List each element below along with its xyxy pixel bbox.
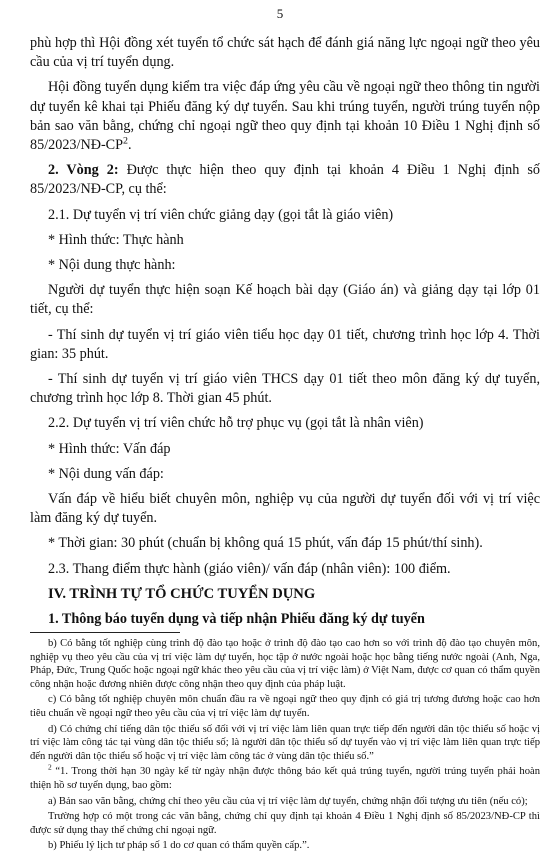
footnote-text: b) Có bằng tốt nghiệp cùng trình độ đào tạo hoặc ở trình độ đào tạo cao hơn so với trình độ đào tạo chuyên môn, nghiệp vụ theo yêu cầu của vị trí việc làm dự tuyển, học tập ở nước ngoài hoặc học bằng tiếng nước ngoài (Anh, Nga, Pháp, Đức, Trung Quốc hoặc ngoại ngữ khác theo yêu cầu của vị trí việc làm) ở Việt Nam, được cơ quan có thẩm quyền công nhận hoặc đương nhiên được công nhận theo quy định của pháp luật. bbox=[30, 638, 540, 690]
paragraph: - Thí sinh dự tuyển vị trí giáo viên THCS dạy 01 tiết theo môn đăng ký dự tuyển, chương trình học lớp 8. Thời gian 45 phút. bbox=[30, 371, 540, 407]
paragraph: Vấn đáp về hiểu biết chuyên môn, nghiệp vụ của người dự tuyển đối với vị trí việc làm đăng ký dự tuyển. bbox=[30, 491, 540, 527]
paragraph: - Thí sinh dự tuyển vị trí giáo viên tiểu học dạy 01 tiết, chương trình học lớp 4. Thời gian: 35 phút. bbox=[30, 326, 540, 362]
footnote-number: 2 bbox=[48, 762, 52, 772]
body-text bbox=[30, 34, 540, 635]
paragraph: * Hình thức: Vấn đáp bbox=[48, 440, 171, 457]
subsection-heading-1: 1. Thông báo tuyển dụng và tiếp nhận Phiếu đăng ký dự tuyển bbox=[48, 611, 425, 628]
paragraph: 2.2. Dự tuyển vị trí viên chức hỗ trợ phục vụ (gọi tắt là nhân viên) bbox=[48, 415, 424, 432]
paragraph: * Hình thức: Thực hành bbox=[48, 231, 184, 248]
footnote-text: c) Có bằng tốt nghiệp chuyên môn chuẩn đầu ra về ngoại ngữ theo quy định có giá trị tương đương hoặc cao hơn tiêu chuẩn về ngoại ngữ theo yêu cầu của vị trí việc làm dự tuyển. bbox=[30, 694, 540, 719]
footnotes bbox=[30, 637, 540, 855]
footnote-item: $^2$ “1. Trong thời hạn 30 ngày kể từ ngày nhận được thông báo kết quả trúng tuyển, người trúng tuyển phải hoàn thiện hồ sơ tuyển dụng, bao gồm: bbox=[30, 762, 540, 791]
footnote-text: d) Có chứng chỉ tiếng dân tộc thiểu số đối với vị trí việc làm liên quan trực tiếp đến người dân tộc thiểu số hoặc vị trí việc làm công tác tại vùng dân tộc thiểu số; là người dân tộc thiểu số dự tuyển vào vị trí việc làm liên quan trực tiếp đến người dân tộc thiểu số hoặc vị trí việc làm công tác ở vùng dân tộc thiểu số.” bbox=[30, 723, 540, 762]
footnote-text: a) Bản sao văn bằng, chứng chỉ theo yêu cầu của vị trí việc làm dự tuyển, chứng nhận đối tượng ưu tiên (nếu có); bbox=[48, 795, 528, 807]
paragraph: Hội đồng tuyển dụng kiểm tra việc đáp ứng yêu cầu về ngoại ngữ theo thông tin người dự tuyển kê khai tại Phiếu đăng ký dự tuyển. Sau khi trúng tuyển, người trúng tuyển nộp bản sao văn bằng, chứng chỉ ngoại ngữ theo quy định tại khoản 10 Điều 1 Nghị định số $85/2023/NĐ-CP^2$. bbox=[30, 79, 540, 154]
paragraph: phù hợp thì Hội đồng xét tuyển tổ chức sát hạch để đánh giá năng lực ngoại ngữ theo yêu cầu của vị trí tuyển dụng. bbox=[30, 35, 540, 71]
paragraph: * Nội dung vấn đáp: bbox=[48, 465, 164, 482]
round2-paragraph: 2. Vòng 2: Được thực hiện theo quy định tại khoản 4 Điều 1 Nghị định số 85/2023/NĐ-CP, cụ thể: bbox=[30, 162, 540, 198]
paragraph: * Nội dung thực hành: bbox=[48, 257, 176, 274]
page-number: 5 bbox=[276, 6, 284, 21]
paragraph: 2.1. Dự tuyển vị trí viên chức giảng dạy (gọi tắt là giáo viên) bbox=[48, 206, 394, 223]
round2-label: 2. Vòng 2 bbox=[48, 162, 114, 179]
paragraph: 2.3. Thang điểm thực hành (giáo viên)/ vấn đáp (nhân viên): 100 điểm. bbox=[48, 560, 451, 577]
section-heading-iv: IV. TRÌNH TỰ TỔ CHỨC TUYỂN DỤNG bbox=[48, 585, 316, 602]
footnote-text: Trường hợp có một trong các văn bằng, chứng chỉ quy định tại khoản 4 Điều 1 Nghị định số 85/2023/NĐ-CP thì được sử dụng thay thế chứng chỉ ngoại ngữ. bbox=[30, 811, 540, 836]
footnote-text: b) Phiếu lý lịch tư pháp số 1 do cơ quan có thẩm quyền cấp.”. bbox=[48, 840, 310, 852]
paragraph: * Thời gian: 30 phút (chuẩn bị không quá 15 phút, vấn đáp 15 phút/thí sinh). bbox=[48, 535, 483, 552]
footnote-ref: 2 bbox=[123, 135, 128, 147]
paragraph: Người dự tuyển thực hiện soạn Kế hoạch bài dạy (Giáo án) và giảng dạy tại lớp 01 tiết, cụ thể: bbox=[30, 282, 540, 318]
footnote-divider bbox=[30, 632, 180, 633]
